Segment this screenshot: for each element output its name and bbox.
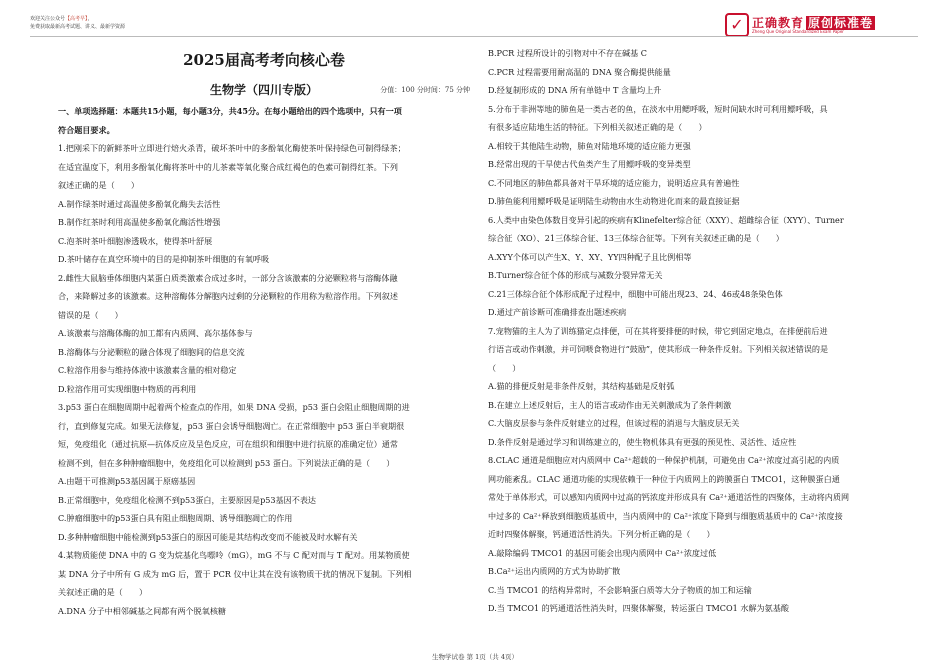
text-line: C.不同地区的肺鱼都具备对干旱环境的适应能力，说明适应具有普遍性 bbox=[488, 177, 740, 188]
text-line: （ ） bbox=[488, 362, 521, 373]
text-line: 检测不到，但在多种肿瘤细胞中，免疫组化可以检测到 p53 蛋白。下列说法正确的是（ ） bbox=[58, 457, 395, 468]
text-line: 符合题目要求。 bbox=[58, 124, 115, 135]
text-line: A.DNA 分子中相邻碱基之间都有两个脱氧核糖 bbox=[58, 605, 227, 616]
text-line: A.制作绿茶时通过高温使多酚氧化酶失去活性 bbox=[58, 198, 221, 209]
text-line: 1.把刚采下的新鲜茶叶立即进行焙火杀青，破坏茶叶中的多酚氧化酶使茶叶保持绿色可制得绿茶； bbox=[58, 143, 406, 153]
left-text-body bbox=[58, 102, 470, 620]
text-line: 7.宠物猫的主人为了训练猫定点排便，可在其将要排便的时候，带它到固定地点，在排便前后进 bbox=[488, 325, 828, 336]
text-line: B.PCR 过程所设计的引物对中不存在碱基 C bbox=[488, 48, 647, 58]
text-line: 3.p53 蛋白在细胞周期中起着两个检查点的作用，如果 DNA 受损，p53 蛋白会阻止细胞周期的进 bbox=[58, 402, 410, 412]
text-line: 2.雌性大鼠脑垂体细胞内某蛋白质类激素合成过多时，一部分含该激素的分泌颗粒将与溶酶体融 bbox=[58, 272, 398, 283]
text-line: D.经复制形成的 DNA 所有单链中 T 含量均上升 bbox=[488, 85, 662, 95]
text-line: 短，免疫组化（通过抗原—抗体反应及呈色反应，可在组织和细胞中进行抗原的准确定位）通常 bbox=[58, 439, 398, 449]
text-line: C.泡茶时茶叶细胞渗透吸水，使得茶叶舒展 bbox=[58, 235, 213, 246]
text-line: D.茶叶储存在真空环境中的目的是抑制茶叶细胞的有氧呼吸 bbox=[58, 254, 270, 264]
left-column bbox=[58, 44, 470, 620]
text-line: B.正常细胞中，免疫组化检测不到p53蛋白，主要原因是p53基因不表达 bbox=[58, 494, 317, 505]
text-line: A.猫的排便反射是非条件反射，其结构基础是反射弧 bbox=[488, 381, 675, 391]
text-line: 近时四聚体解聚，钙通道活性消失。下列分析正确的是（ ） bbox=[488, 529, 715, 539]
text-line: 叙述正确的是（ ） bbox=[58, 180, 139, 190]
text-line: 错误的是（ ） bbox=[58, 309, 123, 320]
text-line: C.当 TMCO1 的结构异常时，不会影响蛋白质等大分子物质的加工和运输 bbox=[488, 584, 752, 595]
text-line: A.XYY个体可以产生X、Y、XY、YY四种配子且比例相等 bbox=[488, 251, 692, 262]
text-line: A.由题干可推测p53基因属于原癌基因 bbox=[58, 476, 196, 486]
top-note bbox=[30, 15, 180, 31]
text-line: C.PCR 过程需要用耐高温的 DNA 聚合酶提供能量 bbox=[488, 66, 671, 77]
text-line: B.在建立上述反射后，主人的语言或动作由无关刺激成为了条件刺激 bbox=[488, 399, 732, 410]
text-line: D.通过产前诊断可准确排查出题述疾病 bbox=[488, 307, 627, 317]
text-line: A.相较于其他陆生动物，肺鱼对陆地环境的适应能力更强 bbox=[488, 140, 691, 151]
text-line: 行，直到修复完成。如果无法修复，p53 蛋白会诱导细胞凋亡。在正常细胞中 p53 蛋白半衰期很 bbox=[58, 420, 405, 431]
text-line: 关叙述正确的是（ ） bbox=[58, 587, 148, 597]
text-line: 4.某物质能使 DNA 中的 G 变为烷基化鸟嘌呤（mG），mG 不与 C 配对而与 T 配对。用某物质使 bbox=[58, 550, 410, 560]
exam-subject: 生物学（四川专版） bbox=[209, 83, 318, 97]
score-time-info: 分值：100 分时间：75 分钟 bbox=[380, 86, 470, 94]
top-note-highlight: 【高考早】 bbox=[65, 16, 88, 22]
exam-title: 2025届高考考向核心卷 bbox=[183, 51, 345, 69]
text-line: B.Turner综合征个体的形成与减数分裂异常无关 bbox=[488, 270, 663, 280]
text-line: 某 DNA 分子中所有 G 成为 mG 后，置于 PCR 仪中让其在没有该物质干扰的情况下复制。下列相 bbox=[58, 568, 412, 579]
text-line: D.条件反射是通过学习和训练建立的，使生物机体具有更强的预见性、灵活性、适应性 bbox=[488, 436, 797, 447]
header-divider bbox=[30, 36, 918, 37]
text-line: D.粒溶作用可实现细胞中物质的再利用 bbox=[58, 383, 197, 394]
text-line: D.当 TMCO1 的钙通道活性消失时，四聚体解聚，转运蛋白 TMCO1 水解为氨基酸 bbox=[488, 603, 789, 613]
text-line: C.21三体综合征个体形成配子过程中，细胞中可能出现23、24、46或48条染色体 bbox=[488, 288, 783, 299]
text-line: 有很多适应陆地生活的特征。下列相关叙述正确的是（ ） bbox=[488, 122, 707, 132]
text-line: B.Ca²⁺运出内质网的方式为协助扩散 bbox=[488, 566, 621, 576]
text-line: D.肺鱼能利用鳔呼吸是证明陆生动物由水生动物进化而来的最直接证据 bbox=[488, 196, 740, 206]
checkmark-logo-icon: ✓ bbox=[725, 13, 749, 37]
text-line: 6.人类中由染色体数目变异引起的疾病有Klinefelter综合征（XXY）、超雌综合征（XYY）、Turner bbox=[488, 214, 844, 225]
text-line: C.大脑皮层参与条件反射建立的过程，但该过程的消退与大脑皮层无关 bbox=[488, 418, 740, 428]
brand-logo bbox=[725, 12, 897, 38]
text-line: B.制作红茶时利用高温使多酚氧化酶活性增强 bbox=[58, 217, 221, 227]
text-line: 综合征（XO）、21三体综合征、13三体综合征等。下列有关叙述正确的是（ ） bbox=[488, 233, 784, 243]
text-line: D.多种肿瘤细胞中能检测到p53蛋白的原因可能是其结构改变而不能被及时水解有关 bbox=[58, 531, 358, 542]
right-column bbox=[488, 44, 898, 618]
text-line: 常处于单体形式，可以感知内质网中过高的钙浓度并形成具有 Ca²⁺通道活性的四聚体，主动将内质网 bbox=[488, 492, 850, 502]
text-line: C.粒溶作用参与维持体液中该激素含量的相对稳定 bbox=[58, 365, 237, 375]
text-line: 在适宜温度下，利用多酚氧化酶将茶叶中的儿茶素等氧化聚合成红褐色的色素可制得红茶。下列 bbox=[58, 161, 398, 172]
right-text-body bbox=[488, 44, 898, 618]
brand-subtitle: Zheng Que Original Standardized Exam Paper bbox=[752, 29, 844, 34]
top-note-line-2: 免费获取最新高考试题、讲义、最新学资源 bbox=[30, 24, 126, 30]
text-line: 行语言或动作刺激，并可饲喂食物进行“鼓励”，使其形成一种条件反射。下列相关叙述错误的是 bbox=[488, 344, 829, 354]
text-line: A.该激素与溶酶体酶的加工都有内质网、高尔基体参与 bbox=[58, 328, 253, 338]
brand-highlight: 原创标准卷 bbox=[808, 16, 874, 30]
text-line: 网功能紊乱。CLAC 通道功能的实现依赖于一种位于内质网上的跨膜蛋白 TMCO1，这种膜蛋白通 bbox=[488, 473, 840, 484]
brand-name: 正确教育 原创标准卷 bbox=[752, 16, 874, 30]
subtitle-row bbox=[58, 78, 470, 102]
text-line: B.溶酶体与分泌颗粒的融合体现了细胞间的信息交流 bbox=[58, 346, 245, 357]
text-line: 一、单项选择题：本题共15小题，每小题3分，共45分。在每小题给出的四个选项中，只有一项 bbox=[58, 106, 402, 116]
page-footer: 生物学试卷 第 1页（共 4页） bbox=[432, 653, 518, 661]
text-line: 8.CLAC 通道是细胞应对内质网中 Ca²⁺超载的一种保护机制，可避免由 Ca²⁺浓度过高引起的内质 bbox=[488, 455, 840, 465]
text-line: 中过多的 Ca²⁺释放到细胞质基质中，当内质网中的 Ca²⁺浓度下降到与细胞质基质中的 Ca²⁺浓度接 bbox=[488, 510, 843, 521]
top-note-line-1: 欢迎关注公众号【高考早】， bbox=[30, 16, 93, 22]
text-line: B.经常出现的干旱使古代鱼类产生了用鳔呼吸的变异类型 bbox=[488, 159, 691, 169]
text-line: 5.分布于非洲等地的肺鱼是一类古老的鱼，在淡水中用鳃呼吸，短时间缺水时可利用鳔呼吸，具 bbox=[488, 103, 828, 114]
text-line: A.敲除编码 TMCO1 的基因可能会出现内质网中 Ca²⁺浓度过低 bbox=[488, 547, 717, 558]
text-line: 合，来降解过多的该激素。这种溶酶体分解胞内过剩的分泌颗粒的作用称为粒溶作用。下列叙述 bbox=[58, 291, 398, 301]
text-line: C.肿瘤细胞中的p53蛋白具有阻止细胞周期、诱导细胞凋亡的作用 bbox=[58, 513, 293, 523]
